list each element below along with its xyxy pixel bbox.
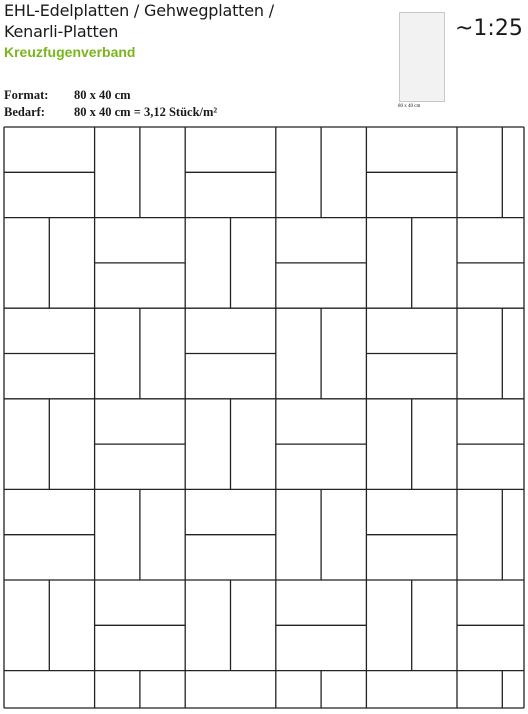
scale-label: ~1:25 xyxy=(455,16,523,41)
product-title-line2: Kenarli-Platten xyxy=(4,22,119,41)
format-label: Format: xyxy=(4,88,49,102)
tile-sample-label: 80 x 40 cm xyxy=(398,104,421,109)
bedarf-label: Bedarf: xyxy=(4,105,45,119)
bedarf-value: 80 x 40 cm = 3,12 Stück/m² xyxy=(74,105,218,119)
format-value: 80 x 40 cm xyxy=(74,88,131,102)
product-title-line1: EHL-Edelplatten / Gehwegplatten / xyxy=(4,1,274,20)
pattern-name: Kreuzfugenverband xyxy=(4,44,136,60)
